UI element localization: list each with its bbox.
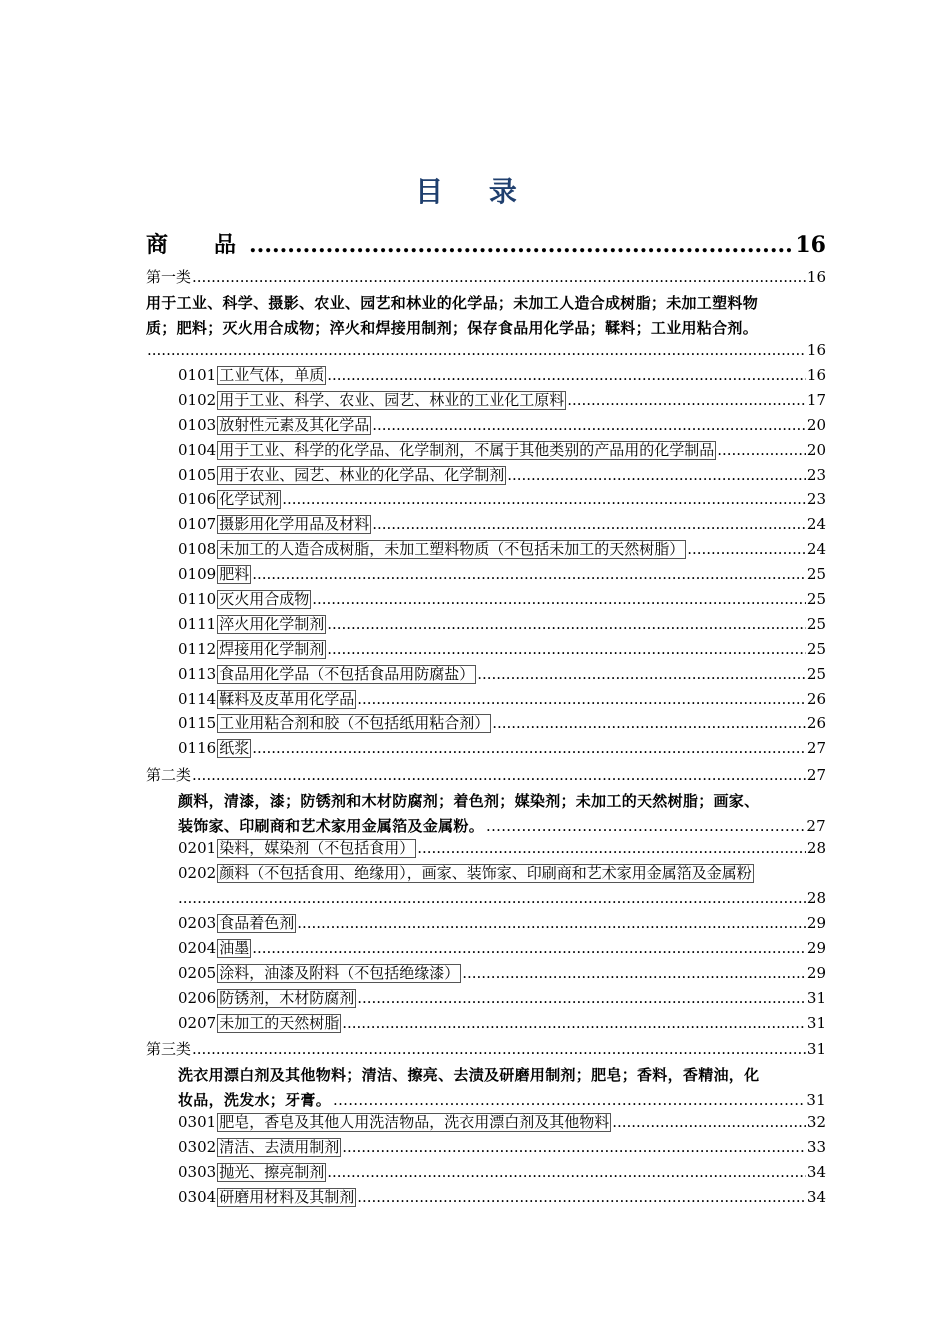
item-code: 0302 xyxy=(178,1138,217,1157)
toc-class-entry[interactable] xyxy=(146,764,826,789)
item-code: 0113 xyxy=(178,664,217,683)
leader-dots xyxy=(333,1088,804,1113)
item-page: 24 xyxy=(806,515,826,534)
item-code: 0103 xyxy=(178,415,217,434)
item-name: 淬火用化学制剂 xyxy=(219,614,325,633)
leader-dots xyxy=(417,839,806,857)
toc-item-entry[interactable] xyxy=(146,1113,826,1138)
table-of-contents xyxy=(146,228,826,1213)
item-page: 25 xyxy=(806,614,826,633)
class-description[interactable] xyxy=(146,1063,826,1113)
toc-item-entry[interactable] xyxy=(146,714,826,739)
main-entry-label: 商 品 xyxy=(146,232,249,258)
item-page: 26 xyxy=(806,714,826,733)
leader-dots xyxy=(462,964,806,982)
class-page: 16 xyxy=(806,268,826,286)
item-page: 28 xyxy=(806,889,826,908)
leader-dots xyxy=(486,814,804,839)
description-line: 颜料，清漆，漆；防锈剂和木材防腐剂；着色剂；媒染剂；未加工的天然树脂；画家、 xyxy=(178,792,760,811)
item-code: 0205 xyxy=(178,963,217,982)
leader-dots xyxy=(687,540,806,558)
item-name: 焊接用化学制剂 xyxy=(219,639,325,658)
item-code: 0105 xyxy=(178,465,217,484)
toc-item-entry[interactable] xyxy=(146,964,826,989)
item-name: 用于工业、科学、农业、园艺、林业的工业化工原料 xyxy=(219,390,565,409)
description-page-line[interactable] xyxy=(146,341,826,366)
item-name: 涂料，油漆及附料（不包括绝缘漆） xyxy=(219,963,460,982)
toc-item-entry[interactable] xyxy=(146,391,826,416)
item-page: 23 xyxy=(806,465,826,484)
description-line: 用于工业、科学、摄影、农业、园艺和林业的化学品；未加工人造合成树脂；未加工塑料物 xyxy=(146,294,759,312)
item-name: 纸浆 xyxy=(219,739,250,758)
item-name: 食品着色剂 xyxy=(219,914,295,933)
toc-item-entry[interactable] xyxy=(146,416,826,441)
leader-dots xyxy=(327,366,806,384)
item-name: 肥皂，香皂及其他人用洗洁物品，洗衣用漂白剂及其他物料 xyxy=(219,1113,610,1132)
item-name: 研磨用材料及其制剂 xyxy=(219,1188,355,1207)
leader-dots xyxy=(717,441,806,459)
item-page: 29 xyxy=(806,963,826,982)
item-page: 24 xyxy=(806,540,826,559)
toc-item-entry[interactable] xyxy=(146,739,826,764)
leader-dots xyxy=(252,739,806,757)
item-name: 灭火用合成物 xyxy=(219,590,310,609)
toc-item-entry[interactable] xyxy=(146,640,826,665)
item-name: 用于工业、科学的化学品、化学制剂，不属于其他类别的产品用的化学制品 xyxy=(219,440,715,459)
item-name: 防锈剂，木材防腐剂 xyxy=(219,988,355,1007)
toc-item-entry[interactable] xyxy=(146,914,826,939)
toc-item-entry[interactable] xyxy=(146,839,826,864)
leader-dots xyxy=(327,1163,806,1181)
leader-dots xyxy=(342,1138,806,1156)
item-page: 31 xyxy=(806,1013,826,1032)
item-page: 29 xyxy=(806,914,826,933)
toc-item-entry[interactable] xyxy=(146,1163,826,1188)
class-description[interactable] xyxy=(146,789,826,839)
item-page-line[interactable] xyxy=(146,889,826,914)
item-code: 0206 xyxy=(178,988,217,1007)
item-code: 0115 xyxy=(178,714,217,733)
leader-dots xyxy=(312,590,806,608)
description-line: 洗衣用漂白剂及其他物料；清洁、擦亮、去渍及研磨用制剂；肥皂；香料，香精油，化 xyxy=(178,1066,760,1085)
item-code: 0102 xyxy=(178,390,217,409)
item-code: 0106 xyxy=(178,490,217,509)
leader-dots xyxy=(372,416,806,434)
description-page: 31 xyxy=(806,1091,826,1110)
description-line: 质；肥料；灭火用合成物；淬火和焊接用制剂；保存食品用化学品；鞣料；工业用粘合剂。 xyxy=(146,319,759,337)
description-line: 装饰家、印刷商和艺术家用金属箔及金属粉。 xyxy=(178,817,485,836)
item-code: 0110 xyxy=(178,590,217,609)
toc-item-entry[interactable] xyxy=(146,540,826,565)
toc-item-entry[interactable] xyxy=(146,864,826,889)
item-code: 0304 xyxy=(178,1188,217,1207)
item-name: 用于农业、园艺、林业的化学品、化学制剂 xyxy=(219,465,505,484)
toc-item-entry[interactable] xyxy=(146,590,826,615)
toc-class-entry[interactable] xyxy=(146,1038,826,1063)
leader-dots xyxy=(192,268,806,286)
toc-class-entry[interactable] xyxy=(146,266,826,291)
item-name: 化学试剂 xyxy=(219,490,280,509)
description-page: 27 xyxy=(806,817,826,836)
class-label: 第二类 xyxy=(146,766,192,785)
item-name: 颜料（不包括食用、绝缘用），画家、装饰家、印刷商和艺术家用金属箔及金属粉 xyxy=(219,864,752,883)
leader-dots xyxy=(297,914,806,932)
item-code: 0104 xyxy=(178,440,217,459)
item-page: 23 xyxy=(806,490,826,509)
item-name: 染料，媒染剂（不包括食用） xyxy=(219,839,415,858)
leader-dots xyxy=(612,1113,806,1131)
item-page: 20 xyxy=(806,440,826,459)
item-name: 未加工的人造合成树脂，未加工塑料物质（不包括未加工的天然树脂） xyxy=(219,540,685,559)
item-page: 16 xyxy=(806,366,826,384)
leader-dots xyxy=(178,889,807,907)
item-name: 工业气体，单质 xyxy=(219,366,325,384)
leader-dots xyxy=(147,341,806,359)
leader-dots xyxy=(192,1040,806,1058)
class-label: 第三类 xyxy=(146,1040,192,1059)
description-last-line xyxy=(178,814,826,839)
toc-item-entry[interactable] xyxy=(146,1188,826,1213)
item-page: 25 xyxy=(806,664,826,683)
item-name: 鞣料及皮革用化学品 xyxy=(219,689,355,708)
leader-dots xyxy=(342,1014,806,1032)
leader-dots xyxy=(567,391,806,409)
description-line: 妆品，洗发水；牙膏。 xyxy=(178,1091,332,1110)
item-page: 17 xyxy=(806,390,826,409)
item-code: 0111 xyxy=(178,614,217,633)
item-name: 抛光、擦亮制剂 xyxy=(219,1163,325,1182)
item-page: 25 xyxy=(806,590,826,609)
class-page: 31 xyxy=(806,1040,826,1059)
toc-item-entry[interactable] xyxy=(146,1014,826,1039)
item-page: 25 xyxy=(806,565,826,584)
item-code: 0207 xyxy=(178,1013,217,1032)
item-page: 29 xyxy=(806,938,826,957)
toc-item-entry[interactable] xyxy=(146,1138,826,1163)
item-page: 20 xyxy=(806,415,826,434)
item-code: 0107 xyxy=(178,515,217,534)
leader-dots xyxy=(252,565,806,583)
class-description[interactable] xyxy=(146,291,826,341)
toc-item-entry[interactable] xyxy=(146,690,826,715)
leader-dots xyxy=(357,989,806,1007)
item-name: 清洁、去渍用制剂 xyxy=(219,1138,340,1157)
item-code: 0116 xyxy=(178,739,217,758)
toc-item-entry[interactable] xyxy=(146,366,826,391)
item-code: 0303 xyxy=(178,1163,217,1182)
toc-item-entry[interactable] xyxy=(146,565,826,590)
item-name: 未加工的天然树脂 xyxy=(219,1013,340,1032)
toc-item-entry[interactable] xyxy=(146,989,826,1014)
item-page: 28 xyxy=(806,839,826,858)
leader-dots xyxy=(477,665,806,683)
item-page: 34 xyxy=(806,1163,826,1182)
main-entry-page: 16 xyxy=(795,232,826,258)
item-code: 0201 xyxy=(178,839,217,858)
leader-dots xyxy=(282,490,806,508)
toc-item-entry[interactable] xyxy=(146,490,826,515)
leader-dots xyxy=(249,232,794,258)
class-items xyxy=(146,366,826,764)
toc-item-entry[interactable] xyxy=(146,939,826,964)
leader-dots xyxy=(327,615,806,633)
item-code: 0301 xyxy=(178,1113,217,1132)
item-name: 放射性元素及其化学品 xyxy=(219,415,370,434)
toc-item-entry[interactable] xyxy=(146,466,826,491)
item-code: 0109 xyxy=(178,565,217,584)
toc-main-entry[interactable] xyxy=(146,228,826,260)
leader-dots xyxy=(252,939,806,957)
leader-dots xyxy=(372,515,806,533)
item-code: 0204 xyxy=(178,938,217,957)
class-items xyxy=(146,839,826,1038)
item-page: 31 xyxy=(806,988,826,1007)
leader-dots xyxy=(192,766,806,784)
item-code: 0114 xyxy=(178,689,217,708)
item-name: 肥料 xyxy=(219,565,250,584)
leader-dots xyxy=(357,1188,806,1206)
toc-item-entry[interactable] xyxy=(146,515,826,540)
leader-dots xyxy=(327,640,806,658)
item-name: 摄影用化学用品及材料 xyxy=(219,515,370,534)
leader-dots xyxy=(507,466,806,484)
toc-item-entry[interactable] xyxy=(146,665,826,690)
leader-dots xyxy=(357,690,806,708)
item-page: 27 xyxy=(806,739,826,758)
item-code: 0202 xyxy=(178,864,217,883)
item-page: 33 xyxy=(806,1138,826,1157)
toc-item-entry[interactable] xyxy=(146,615,826,640)
item-code: 0101 xyxy=(178,366,217,384)
item-page: 32 xyxy=(806,1113,826,1132)
class-label: 第一类 xyxy=(146,268,192,286)
leader-dots xyxy=(492,714,806,732)
item-page: 34 xyxy=(806,1188,826,1207)
description-page: 16 xyxy=(806,341,826,359)
item-code: 0203 xyxy=(178,914,217,933)
item-code: 0108 xyxy=(178,540,217,559)
item-name: 工业用粘合剂和胶（不包括纸用粘合剂） xyxy=(219,714,490,733)
description-last-line xyxy=(178,1088,826,1113)
class-items xyxy=(146,1113,826,1213)
item-name: 油墨 xyxy=(219,938,250,957)
item-page: 25 xyxy=(806,639,826,658)
item-code: 0112 xyxy=(178,639,217,658)
toc-title: 目 录 xyxy=(415,175,535,208)
class-page: 27 xyxy=(806,766,826,785)
item-page: 26 xyxy=(806,689,826,708)
toc-item-entry[interactable] xyxy=(146,441,826,466)
item-name: 食品用化学品（不包括食品用防腐盐） xyxy=(219,664,475,683)
